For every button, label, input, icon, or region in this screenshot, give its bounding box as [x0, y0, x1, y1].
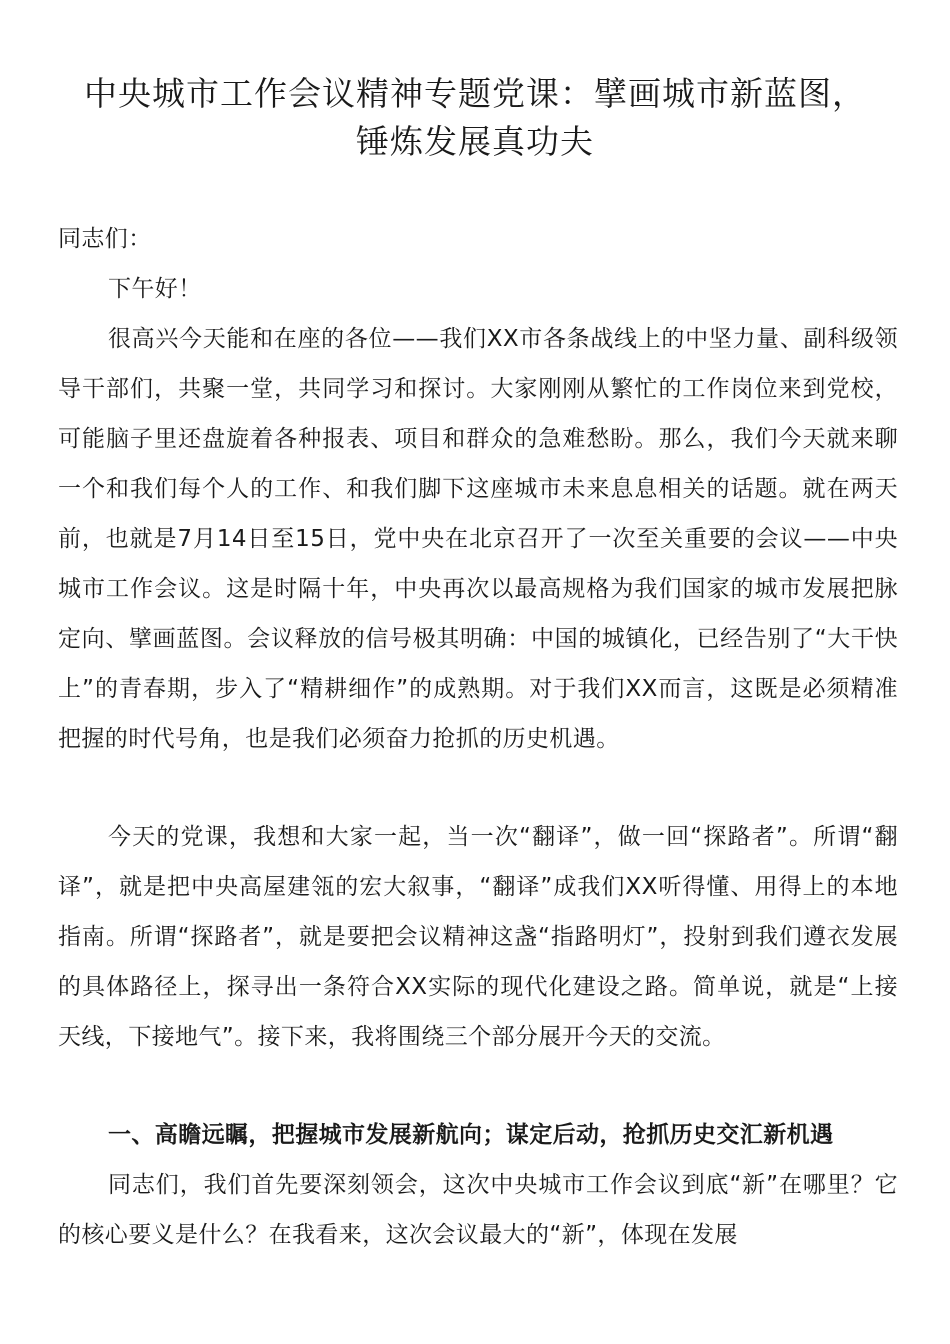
document-title-line-2: 锤炼发展真功夫 [356, 122, 594, 161]
greeting: 下午好！ [108, 276, 202, 302]
salutation: 同志们： [58, 226, 152, 252]
section-heading-1: 一、高瞻远瞩，把握城市发展新航向；谋定后动，抢抓历史交汇新机遇 [108, 1122, 834, 1148]
paragraph-intro: 很高兴今天能和在座的各位——我们XX市各条战线上的中坚力量、副科级领导干部们，共聚一堂，共同学习和探讨。大家刚刚从繁忙的工作岗位来到党校，可能脑子里还盘旋着各种报表、项目和群众的急难愁盼。那么，我们今天就来聊一个和我们每个人的工作、和我们脚下这座城市未来息息相关的话题。就在两天前，也就是7月14日至15日，党中央在北京召开了一次至关重要的会议——中央城市工作会议。这是时隔十年，中央再次以最高规格为我们国家的城市发展把脉定向、擘画蓝图。会议释放的信号极其明确：中国的城镇化，已经告别了“大干快上”的青春期，步入了“精耕细作”的成熟期。对于我们XX而言，这既是必须精准把握的时代号角，也是我们必须奋力抢抓的历史机遇。 [58, 326, 898, 752]
paragraph-purpose: 今天的党课，我想和大家一起，当一次“翻译”，做一回“探路者”。所谓“翻译”，就是把中央高屋建瓴的宏大叙事，“翻译”成我们XX听得懂、用得上的本地指南。所谓“探路者”，就是要把会议精神这盏“指路明灯”，投射到我们遵衣发展的具体路径上，探寻出一条符合XX实际的现代化建设之路。简单说，就是“上接天线，下接地气”。接下来，我将围绕三个部分展开今天的交流。 [58, 824, 898, 1050]
paragraph-section-1: 同志们，我们首先要深刻领会，这次中央城市工作会议到底“新”在哪里？它的核心要义是什么？在我看来，这次会议最大的“新”，体现在发展 [58, 1172, 898, 1248]
document-title-line-1: 中央城市工作会议精神专题党课：擘画城市新蓝图， [84, 74, 866, 113]
